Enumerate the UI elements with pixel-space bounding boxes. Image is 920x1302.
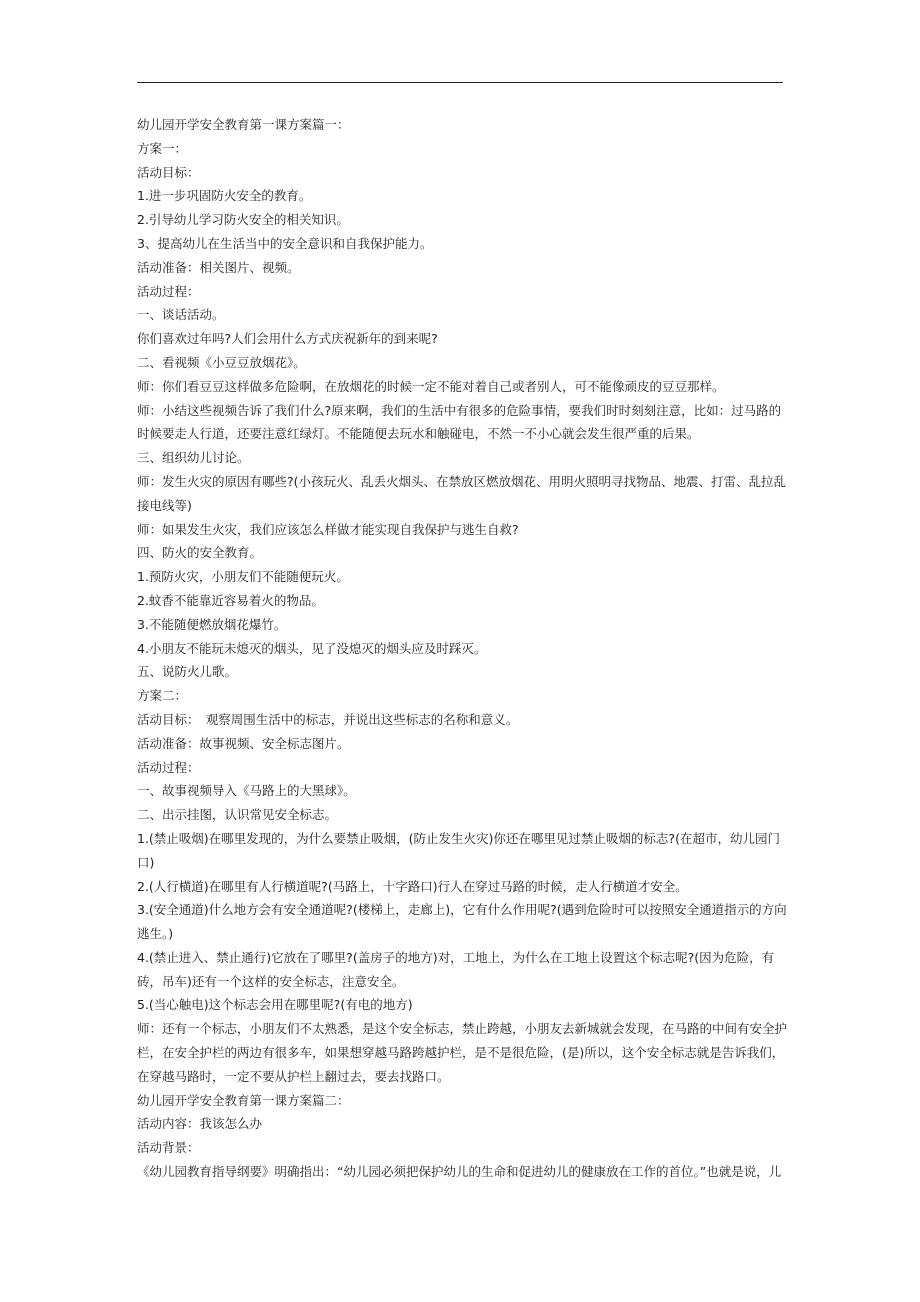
text-line: 五、说防火儿歌。 <box>137 664 238 680</box>
text-line: 活动过程： <box>137 759 200 775</box>
text-line: 2.(人行横道)在哪里有人行横道呢?(马路上，十字路口)行人在穿过马路的时候，走人行横道才安全。 <box>137 878 688 894</box>
text-line: 1.(禁止吸烟)在哪里发现的，为什么要禁止吸烟，(防止发生火灾)你还在哪里见过禁止吸烟的标志?(在超市，幼儿园门口) <box>137 830 780 870</box>
text-line: 你们喜欢过年吗?人们会用什么方式庆祝新年的到来呢? <box>137 331 438 347</box>
text-line: 师：你们看豆豆这样做多危险啊，在放烟花的时候一定不能对着自己或者别人，可不能像顽皮的豆豆那样。 <box>137 378 725 394</box>
text-line: 二、出示挂图，认识常见安全标志。 <box>137 807 338 823</box>
text-line: 活动内容：我该怎么办 <box>137 1116 263 1132</box>
text-line: 3.不能随便燃放烟花爆竹。 <box>137 616 287 632</box>
text-line: 2.引导幼儿学习防火安全的相关知识。 <box>137 212 349 228</box>
text-line: 师：如果发生火灾，我们应该怎么样做才能实现自我保护与逃生自救? <box>137 521 519 537</box>
text-line: 1.进一步巩固防火安全的教育。 <box>137 188 312 204</box>
text-line: 一、谈话活动。 <box>137 307 225 323</box>
text-line: 活动目标： <box>137 164 200 180</box>
text-line: 一、故事视频导入《马路上的大黑球》。 <box>137 783 356 799</box>
text-paragraph: 师：小结这些视频告诉了我们什么?原来啊，我们的生活中有很多的危险事情，要我们时时刻刻注意，比如：过马路的时候要走人行道，还要注意红绿灯。不能随便去玩水和触碰电，不然一不小心就会发生很严重的后果。 <box>137 402 782 442</box>
text-paragraph: 师：发生火灾的原因有哪些?(小孩玩火、乱丢火烟头、在禁放区燃放烟花、用明火照明寻找物品、地震、打雷、乱拉乱接电线等) <box>137 473 787 513</box>
text-line: 活动准备：相关图片、视频。 <box>137 259 300 275</box>
text-line: 方案一： <box>137 140 188 156</box>
text-paragraph: 师：还有一个标志，小朋友们不太熟悉，是这个安全标志，禁止跨越，小朋友去新城就会发现，在马路的中间有安全护栏，在安全护栏的两边有很多车，如果想穿越马路跨越护栏，是不是很危险，(是)所以，这个安全标志就是告诉我们，在穿越马路时，一定不要从护栏上翻过去，要去找路口。 <box>137 1021 788 1084</box>
text-paragraph: 3.(安全通道)什么地方会有安全通道呢?(楼梯上，走廊上)，它有什么作用呢?(遇到危险时可以按照安全通道指示的方向逃生。) <box>137 902 787 942</box>
text-line: 2.蚊香不能靠近容易着火的物品。 <box>137 592 324 608</box>
text-line: 四、防火的安全教育。 <box>137 545 263 561</box>
text-line: 活动准备：故事视频、安全标志图片。 <box>137 735 350 751</box>
text-line: 活动背景： <box>137 1140 200 1156</box>
text-line: 4.小朋友不能玩未熄灭的烟头，见了没熄灭的烟头应及时踩灭。 <box>137 640 487 656</box>
text-line: 1.预防火灾，小朋友们不能随便玩火。 <box>137 569 349 585</box>
text-line: 《幼儿园教育指导纲要》明确指出：“幼儿园必须把保护幼儿的生命和促进幼儿的健康放在工作的首位。”也就是说，儿 <box>137 1164 782 1180</box>
text-line: 活动目标： 观察周围生活中的标志，并说出这些标志的名称和意义。 <box>137 711 519 727</box>
text-paragraph: 4.(禁止进入、禁止通行)它放在了哪里?(盖房子的地方)对，工地上，为什么在工地上设置这个标志呢?(因为危险，有砖，吊车)还有一个这样的安全标志，注意安全。 <box>137 949 775 989</box>
text-line: 二、看视频《小豆豆放烟花》。 <box>137 354 306 370</box>
text-line: 方案二： <box>137 688 188 704</box>
text-line: 三、组织幼儿讨论。 <box>137 450 250 466</box>
header-rule <box>137 82 783 83</box>
heading-plan-two: 幼儿园开学安全教育第一课方案篇二： <box>137 1092 350 1108</box>
text-line: 活动过程： <box>137 283 200 299</box>
text-line: 3、提高幼儿在生活当中的安全意识和自我保护能力。 <box>137 235 433 251</box>
document-body <box>137 113 787 1184</box>
text-line: 5.(当心触电)这个标志会用在哪里呢?(有电的地方) <box>137 997 413 1013</box>
heading-plan-one: 幼儿园开学安全教育第一课方案篇一： <box>137 117 350 132</box>
